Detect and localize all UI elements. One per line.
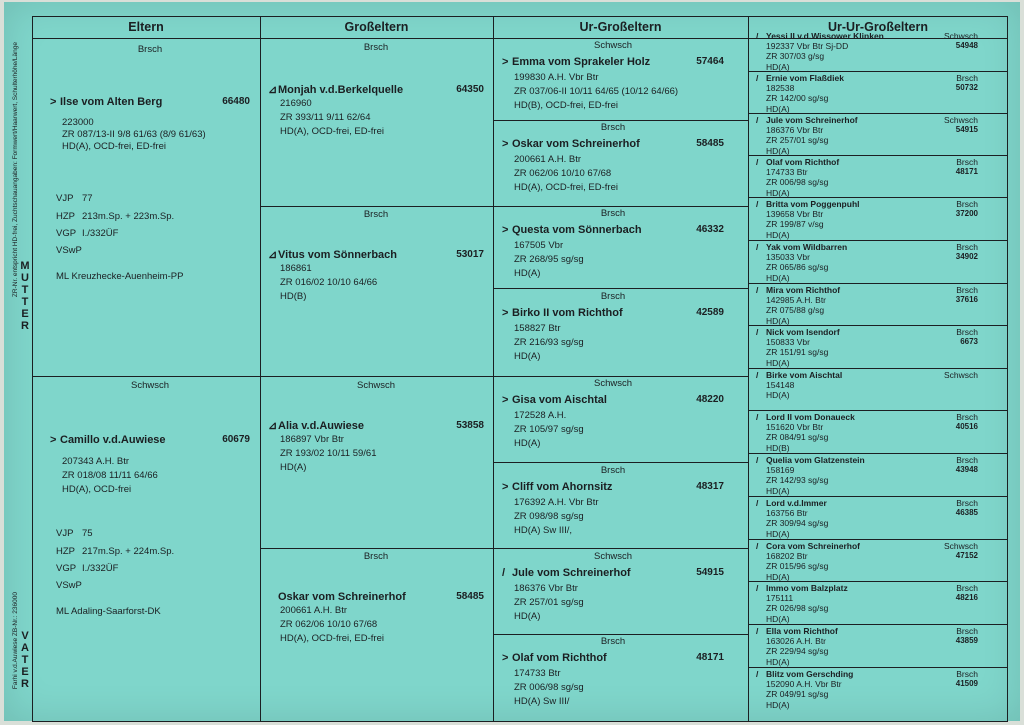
great-grandparent-id: 200661 A.H. Btr — [514, 154, 582, 165]
great-great-grandparent-zr: ZR 199/87 v/sg — [766, 219, 824, 230]
great-great-grandparent-zr: ZR 309/94 sg/sg — [766, 518, 829, 529]
great-great-grandparent-hd: HD(A) — [766, 145, 790, 156]
great-great-grandparent-hd: HD(A) — [766, 390, 790, 401]
great-great-grandparent-name: Britta vom Poggenpuhl — [766, 199, 860, 209]
great-great-grandparent-id: 154148 — [766, 380, 795, 391]
great-great-grandparent-name: Ernie vom Flaßdiek — [766, 73, 844, 83]
great-great-grandparent-id: 168202 Btr — [766, 551, 808, 562]
great-great-grandparent-zr: ZR 151/91 sg/sg — [766, 347, 829, 358]
mother-vswp: VSwP — [56, 245, 82, 256]
great-great-grandparent-zr: ZR 075/88 g/sg — [766, 305, 825, 316]
great-great-grandparent-cell: / Yessi II v.d.Wissower Klinken Schwsch 192337 Vbr Btr Sj-DD 54948 ZR 307/03 g/sg HD(A) — [756, 31, 978, 72]
father-color: Schwsch — [130, 380, 169, 391]
father-cell: Schwsch > Camillo v.d.Auwiese 60679 207343 A.H. Btr ZR 018/08 11/11 64/66 HD(A), OCD-frei VJP 75 HZP 217m.Sp. + 224m.Sp. VGP I./332ÜF VSwP ML Adaling-Saarforst-DK — [50, 380, 250, 617]
great-grandparent-id: 158827 Btr — [514, 323, 561, 334]
header-grosseltern: Großeltern — [260, 16, 493, 39]
great-great-grandparent-reg: 48216 — [955, 593, 978, 603]
great-great-grandparent-name: Cora vom Schreinerhof — [766, 541, 860, 551]
grandparent-color: Brsch — [363, 42, 389, 53]
great-grandparent-color: Schwsch — [593, 551, 632, 562]
father-vgp: I./332ÜF — [82, 563, 119, 574]
great-great-grandparent-cell: / Lord II vom Donaueck Brsch 151620 Vbr Btr 40516 ZR 084/91 sg/sg HD(B) — [756, 412, 978, 453]
great-grandparent-zr: ZR 062/06 10/10 67/68 — [514, 168, 612, 179]
great-grandparent-reg: 46332 — [696, 224, 724, 235]
great-great-grandparent-color: Brsch — [956, 412, 978, 422]
great-great-grandparent-reg: 43859 — [955, 636, 978, 646]
great-great-grandparent-name: Nick vom Isendorf — [766, 327, 840, 337]
grandparent-color: Brsch — [363, 551, 389, 562]
grandparent-cell: Brsch ⊿Vitus vom Sönnerbach 53017 186861 ZR 016/02 10/10 64/66 HD(B) — [268, 209, 484, 302]
great-great-grandparent-reg: 37616 — [955, 295, 978, 305]
great-great-grandparent-id: 163756 Btr — [766, 508, 808, 519]
grandparent-id: 186861 — [280, 263, 312, 274]
great-grandparent-cell: Brsch > Oskar vom Schreinerhof 58485 200661 A.H. Btr ZR 062/06 10/10 67/68 HD(A), OCD-frei, ED-frei — [502, 122, 724, 193]
mother-vgp: I./332ÜF — [82, 228, 119, 239]
great-grandparent-cell: Schwsch / Jule vom Schreinerhof 54915 186376 Vbr Btr ZR 257/01 sg/sg HD(A) — [502, 551, 724, 622]
grandparent-id: 200661 A.H. Btr — [280, 605, 348, 616]
grandparent-reg: 64350 — [456, 84, 484, 95]
great-grandparent-reg: 54915 — [696, 567, 724, 578]
father-hzp-label: HZP — [56, 546, 75, 557]
great-great-grandparent-reg: 54915 — [955, 125, 978, 135]
great-grandparent-zr: ZR 216/93 sg/sg — [514, 337, 584, 348]
great-grandparent-color: Schwsch — [593, 378, 632, 389]
great-grandparent-name: Gisa vom Aischtal — [512, 394, 607, 406]
great-grandparent-cell: Schwsch > Emma vom Sprakeler Holz 57464 199830 A.H. Vbr Btr ZR 037/06-II 10/11 64/65 (10/12 64/66) HD(B), OCD-frei, ED-frei — [502, 40, 724, 111]
great-great-grandparent-id: 174733 Btr — [766, 167, 808, 178]
header-eltern: Eltern — [32, 16, 260, 39]
great-grandparent-zr: ZR 006/98 sg/sg — [514, 682, 584, 693]
great-great-grandparent-name: Birke vom Aischtal — [766, 370, 843, 380]
great-great-grandparent-zr: ZR 142/00 sg/sg — [766, 93, 829, 104]
father-ml: ML Adaling-Saarforst-DK — [56, 606, 161, 617]
grandparent-name: Alia v.d.Auwiese — [278, 420, 364, 432]
great-great-grandparent-name: Mira vom Richthof — [766, 285, 841, 295]
great-grandparent-id: 172528 A.H. — [514, 410, 567, 421]
father-vjp: 75 — [82, 528, 93, 539]
great-grandparent-name: Oskar vom Schreinerhof — [512, 138, 640, 150]
mother-vjp-label: VJP — [56, 193, 74, 204]
father-hd: HD(A), OCD-frei — [62, 484, 132, 495]
great-grandparent-hd: HD(A), OCD-frei, ED-frei — [514, 182, 618, 193]
great-great-grandparent-color: Schwsch — [943, 31, 978, 41]
grandparent-hd: HD(B) — [280, 291, 307, 302]
great-great-grandparent-id: 186376 Vbr Btr — [766, 125, 824, 136]
great-great-grandparent-hd: HD(A) — [766, 699, 790, 710]
great-great-grandparent-color: Brsch — [956, 498, 978, 508]
great-grandparent-hd: HD(B), OCD-frei, ED-frei — [514, 100, 618, 111]
great-grandparent-cell: Brsch > Cliff vom Ahornsitz 48317 176392 A.H. Vbr Btr ZR 098/98 sg/sg HD(A) Sw III/, — [502, 465, 724, 536]
great-great-grandparent-hd: HD(A) — [766, 272, 790, 283]
great-grandparent-name: Cliff vom Ahornsitz — [512, 481, 613, 493]
grandparent-reg: 53858 — [456, 420, 484, 431]
side-note-top: ZR-Nr. entspricht HD-frei, Zuchtschauangaben: Formwert/Haarwert, Schulterhöhe/Länge — [12, 42, 19, 298]
great-great-grandparent-hd: HD(A) — [766, 315, 790, 326]
great-great-grandparent-id: 135033 Vbr — [766, 252, 810, 263]
great-great-grandparent-hd: HD(A) — [766, 613, 790, 624]
grandparent-zr: ZR 062/06 10/10 67/68 — [280, 619, 378, 630]
great-great-grandparent-color: Schwsch — [943, 115, 978, 125]
vater-label: VATER — [21, 630, 29, 690]
great-great-grandparent-cell: / Ernie vom Flaßdiek Brsch 182538 50732 ZR 142/00 sg/sg HD(A) — [756, 73, 978, 114]
great-grandparent-name: Olaf vom Richthof — [512, 652, 607, 664]
great-grandparent-zr: ZR 257/01 sg/sg — [514, 597, 584, 608]
grandparent-hd: HD(A), OCD-frei, ED-frei — [280, 633, 384, 644]
great-great-grandparent-cell: / Immo vom Balzplatz Brsch 175111 48216 ZR 026/98 sg/sg HD(A) — [756, 583, 978, 624]
grandparent-cell: Brsch ⊿Monjah v.d.Berkelquelle 64350 216960 ZR 393/11 9/11 62/64 HD(A), OCD-frei, ED-frei — [268, 42, 484, 137]
pedigree-sheet — [4, 2, 1020, 721]
great-great-grandparent-cell: / Birke vom Aischtal Schwsch 154148 HD(A) — [756, 370, 978, 401]
great-grandparent-reg: 58485 — [696, 138, 724, 149]
great-great-grandparent-color: Brsch — [956, 285, 978, 295]
great-great-grandparent-cell: / Olaf vom Richthof Brsch 174733 Btr 48171 ZR 006/98 sg/sg HD(A) — [756, 157, 978, 198]
great-grandparent-cell: Brsch > Questa vom Sönnerbach 46332 167505 Vbr ZR 268/95 sg/sg HD(A) — [502, 208, 724, 279]
mother-vjp: 77 — [82, 193, 93, 204]
great-great-grandparent-reg: 46385 — [955, 508, 978, 518]
great-great-grandparent-name: Yessi II v.d.Wissower Klinken — [766, 31, 884, 41]
great-great-grandparent-color: Schwsch — [943, 541, 978, 551]
great-great-grandparent-id: 152090 A.H. Vbr Btr — [766, 679, 842, 690]
great-great-grandparent-name: Quelia vom Glatzenstein — [766, 455, 865, 465]
grandparent-zr: ZR 393/11 9/11 62/64 — [280, 112, 371, 123]
great-great-grandparent-hd: HD(A) — [766, 357, 790, 368]
father-hzp: 217m.Sp. + 224m.Sp. — [82, 546, 175, 557]
mother-cell: Brsch > Ilse vom Alten Berg 66480 223000 ZR 087/13-II 9/8 61/63 (8/9 61/63) HD(A), OCD-frei, ED-frei VJP 77 HZP 213m.Sp. + 223m.Sp. VGP I./332ÜF VSwP ML Kreuzhecke-Auenheim-PP — [50, 44, 250, 282]
great-great-grandparent-id: 182538 — [766, 83, 795, 94]
great-great-grandparent-reg: 50732 — [955, 83, 978, 93]
great-grandparent-hd: HD(A) — [514, 268, 541, 279]
father-zr: ZR 018/08 11/11 64/66 — [62, 470, 158, 481]
grandparent-hd: HD(A) — [280, 462, 307, 473]
great-great-grandparent-name: Blitz vom Gerschding — [766, 669, 854, 679]
great-great-grandparent-reg: 6673 — [960, 337, 978, 347]
great-grandparent-reg: 48220 — [696, 394, 724, 405]
great-grandparent-hd: HD(A) — [514, 351, 541, 362]
great-grandparent-reg: 42589 — [696, 307, 724, 318]
great-grandparent-reg: 48317 — [696, 481, 724, 492]
father-vgp-label: VGP — [56, 563, 77, 574]
great-great-grandparent-hd: HD(B) — [766, 442, 790, 453]
great-grandparent-id: 199830 A.H. Vbr Btr — [514, 72, 599, 83]
great-great-grandparent-id: 163026 A.H. Btr — [766, 636, 827, 647]
pedigree-table — [32, 16, 1008, 722]
great-great-grandparent-hd: HD(A) — [766, 485, 790, 496]
great-grandparent-color: Brsch — [600, 465, 626, 476]
grandparent-id: 186897 Vbr Btr — [280, 434, 344, 445]
great-great-grandparent-id: 142985 A.H. Btr — [766, 295, 827, 306]
great-great-grandparent-zr: ZR 015/96 sg/sg — [766, 561, 829, 572]
grandparent-name: Monjah v.d.Berkelquelle — [278, 84, 404, 96]
grandparent-hd: HD(A), OCD-frei, ED-frei — [280, 126, 384, 137]
mother-id: 223000 — [62, 117, 94, 128]
side-note-bottom: Farhi v.d.Auwiese ZB-Nr.: 236000 — [12, 592, 19, 690]
great-great-grandparent-color: Brsch — [956, 455, 978, 465]
great-grandparent-zr: ZR 105/97 sg/sg — [514, 424, 584, 435]
great-great-grandparent-color: Brsch — [956, 199, 978, 209]
great-grandparent-hd: HD(A) — [514, 611, 541, 622]
great-great-grandparent-hd: HD(A) — [766, 528, 790, 539]
great-grandparent-id: 176392 A.H. Vbr Btr — [514, 497, 599, 508]
mother-ml: ML Kreuzhecke-Auenheim-PP — [56, 271, 184, 282]
grandparent-cell — [268, 551, 484, 645]
great-great-grandparent-hd: HD(A) — [766, 229, 790, 240]
great-great-grandparent-reg: 37200 — [955, 209, 978, 219]
great-great-grandparent-color: Brsch — [956, 626, 978, 636]
grandparent-zr: ZR 193/02 10/11 59/61 — [280, 448, 377, 459]
great-great-grandparent-reg: 47152 — [955, 551, 978, 561]
great-great-grandparent-color: Brsch — [956, 583, 978, 593]
great-grandparent-hd: HD(A) Sw III/, — [514, 525, 573, 536]
great-great-grandparent-cell: / Cora vom Schreinerhof Schwsch 168202 Btr 47152 ZR 015/96 sg/sg HD(A) — [756, 541, 978, 582]
great-great-grandparent-id: 158169 — [766, 465, 795, 476]
great-grandparent-id: 186376 Vbr Btr — [514, 583, 578, 594]
grandparent-color: Brsch — [363, 209, 389, 220]
great-great-grandparent-cell: / Nick vom Isendorf Brsch 150833 Vbr 6673 ZR 151/91 sg/sg HD(A) — [756, 327, 978, 368]
great-grandparent-id: 174733 Btr — [514, 668, 561, 679]
great-great-grandparent-reg: 48171 — [955, 167, 978, 177]
great-great-grandparent-color: Schwsch — [943, 370, 978, 380]
header-urgrosseltern: Ur-Großeltern — [493, 16, 748, 39]
header-ururgrosseltern: Ur-Ur-Großeltern — [748, 16, 1008, 39]
great-grandparent-name: Jule vom Schreinerhof — [512, 567, 631, 579]
great-grandparent-zr: ZR 098/98 sg/sg — [514, 511, 584, 522]
great-great-grandparent-zr: ZR 084/91 sg/sg — [766, 432, 829, 443]
great-great-grandparent-zr: ZR 026/98 sg/sg — [766, 603, 829, 614]
mother-vgp-label: VGP — [56, 228, 77, 239]
great-great-grandparent-zr: ZR 065/86 sg/sg — [766, 262, 829, 273]
great-grandparent-cell: Brsch > Olaf vom Richthof 48171 174733 Btr ZR 006/98 sg/sg HD(A) Sw III/ — [502, 636, 724, 707]
mutter-label: MUTTER — [20, 260, 30, 332]
great-great-grandparent-reg: 43948 — [955, 465, 978, 475]
grandparent-reg: 58485 — [456, 591, 484, 602]
grandparent-name: Vitus vom Sönnerbach — [278, 249, 397, 261]
great-great-grandparent-zr: ZR 142/93 sg/sg — [766, 475, 829, 486]
great-great-grandparent-cell: / Jule vom Schreinerhof Schwsch 186376 Vbr Btr 54915 ZR 257/01 sg/sg HD(A) — [756, 115, 978, 156]
mother-name: Ilse vom Alten Berg — [60, 96, 163, 108]
grandparent-cell: Schwsch ⊿Alia v.d.Auwiese 53858 186897 Vbr Btr ZR 193/02 10/11 59/61 HD(A) — [268, 380, 484, 473]
great-great-grandparent-color: Brsch — [956, 327, 978, 337]
great-great-grandparent-hd: HD(A) — [766, 61, 790, 72]
great-great-grandparent-id: 175111 — [766, 593, 794, 604]
great-grandparent-name: Questa vom Sönnerbach — [512, 224, 642, 236]
great-great-grandparent-name: Olaf vom Richthof — [766, 157, 840, 167]
great-great-grandparent-name: Jule vom Schreinerhof — [766, 115, 858, 125]
great-great-grandparent-name: Lord II vom Donaueck — [766, 412, 855, 422]
great-great-grandparent-name: Immo vom Balzplatz — [766, 583, 848, 593]
great-great-grandparent-name: Yak vom Wildbarren — [766, 242, 848, 252]
father-id: 207343 A.H. Btr — [62, 456, 130, 467]
great-grandparent-hd: HD(A) — [514, 438, 541, 449]
great-great-grandparent-zr: ZR 257/01 sg/sg — [766, 135, 829, 146]
great-grandparent-color: Brsch — [600, 122, 626, 133]
great-great-grandparent-color: Brsch — [956, 242, 978, 252]
great-great-grandparent-hd: HD(A) — [766, 103, 790, 114]
mother-color: Brsch — [137, 44, 163, 55]
great-grandparent-name: Birko II vom Richthof — [512, 307, 623, 319]
great-great-grandparent-id: 151620 Vbr Btr — [766, 422, 824, 433]
great-grandparent-cell: Schwsch > Gisa vom Aischtal 48220 172528 A.H. ZR 105/97 sg/sg HD(A) — [502, 378, 724, 449]
grandparent-zr: ZR 016/02 10/10 64/66 — [280, 277, 378, 288]
great-great-grandparent-color: Brsch — [956, 157, 978, 167]
mother-hd: HD(A), OCD-frei, ED-frei — [62, 141, 166, 152]
great-grandparent-color: Brsch — [600, 291, 626, 302]
father-vjp-label: VJP — [56, 528, 74, 539]
great-grandparent-name: Emma vom Sprakeler Holz — [512, 56, 651, 68]
father-reg: 60679 — [222, 434, 250, 445]
great-great-grandparent-cell: / Blitz vom Gerschding Brsch 152090 A.H. Vbr Btr 41509 ZR 049/91 sg/sg HD(A) — [756, 669, 978, 710]
grandparent-id: 216960 — [280, 98, 312, 109]
mother-zr: ZR 087/13-II 9/8 61/63 (8/9 61/63) — [62, 129, 206, 140]
father-name: Camillo v.d.Auwiese — [60, 434, 166, 446]
great-great-grandparent-zr: ZR 307/03 g/sg — [766, 51, 825, 62]
great-great-grandparent-reg: 41509 — [955, 679, 978, 689]
great-grandparent-reg: 48171 — [696, 652, 724, 663]
great-grandparent-zr: ZR 268/95 sg/sg — [514, 254, 584, 265]
great-grandparent-color: Brsch — [600, 208, 626, 219]
great-great-grandparent-hd: HD(A) — [766, 187, 790, 198]
great-great-grandparent-name: Lord v.d.Immer — [766, 498, 827, 508]
mother-hzp: 213m.Sp. + 223m.Sp. — [82, 211, 175, 222]
great-great-grandparent-cell: / Quelia vom Glatzenstein Brsch 158169 43948 ZR 142/93 sg/sg HD(A) — [756, 455, 978, 496]
great-grandparent-cell: Brsch > Birko II vom Richthof 42589 158827 Btr ZR 216/93 sg/sg HD(A) — [502, 291, 724, 362]
mother-reg: 66480 — [222, 96, 250, 107]
great-great-grandparent-zr: ZR 049/91 sg/sg — [766, 689, 829, 700]
grandparent-reg: 53017 — [456, 249, 484, 260]
great-great-grandparent-name: Ella vom Richthof — [766, 626, 838, 636]
great-great-grandparent-color: Brsch — [956, 73, 978, 83]
great-great-grandparent-hd: HD(A) — [766, 571, 790, 582]
great-grandparent-reg: 57464 — [696, 56, 724, 67]
great-grandparent-id: 167505 Vbr — [514, 240, 564, 251]
great-great-grandparent-zr: ZR 229/94 sg/sg — [766, 646, 829, 657]
great-grandparent-hd: HD(A) Sw III/ — [514, 696, 570, 707]
great-great-grandparent-cell: / Lord v.d.Immer Brsch 163756 Btr 46385 ZR 309/94 sg/sg HD(A) — [756, 498, 978, 539]
great-great-grandparent-cell: / Yak vom Wildbarren Brsch 135033 Vbr 34902 ZR 065/86 sg/sg HD(A) — [756, 242, 978, 283]
great-great-grandparent-color: Brsch — [956, 669, 978, 679]
grandparent-color: Schwsch — [356, 380, 395, 391]
great-great-grandparent-reg: 34902 — [955, 252, 978, 262]
grandparent-name: Oskar vom Schreinerhof — [278, 591, 406, 603]
great-grandparent-color: Brsch — [600, 636, 626, 647]
great-great-grandparent-cell: / Ella vom Richthof Brsch 163026 A.H. Btr 43859 ZR 229/94 sg/sg HD(A) — [756, 626, 978, 667]
father-vswp: VSwP — [56, 580, 82, 591]
great-great-grandparent-id: 150833 Vbr — [766, 337, 810, 348]
great-great-grandparent-cell: / Britta vom Poggenpuhl Brsch 139658 Vbr Btr 37200 ZR 199/87 v/sg HD(A) — [756, 199, 978, 240]
great-great-grandparent-zr: ZR 006/98 sg/sg — [766, 177, 829, 188]
great-great-grandparent-hd: HD(A) — [766, 656, 790, 667]
great-grandparent-zr: ZR 037/06-II 10/11 64/65 (10/12 64/66) — [514, 86, 679, 97]
great-great-grandparent-cell: / Mira vom Richthof Brsch 142985 A.H. Btr 37616 ZR 075/88 g/sg HD(A) — [756, 285, 978, 326]
great-great-grandparent-id: 192337 Vbr Btr Sj-DD — [766, 41, 849, 52]
great-grandparent-color: Schwsch — [593, 40, 632, 51]
great-great-grandparent-id: 139658 Vbr Btr — [766, 209, 824, 220]
mother-hzp-label: HZP — [56, 211, 75, 222]
great-great-grandparent-reg: 54948 — [955, 41, 978, 51]
great-great-grandparent-reg: 40516 — [955, 422, 978, 432]
